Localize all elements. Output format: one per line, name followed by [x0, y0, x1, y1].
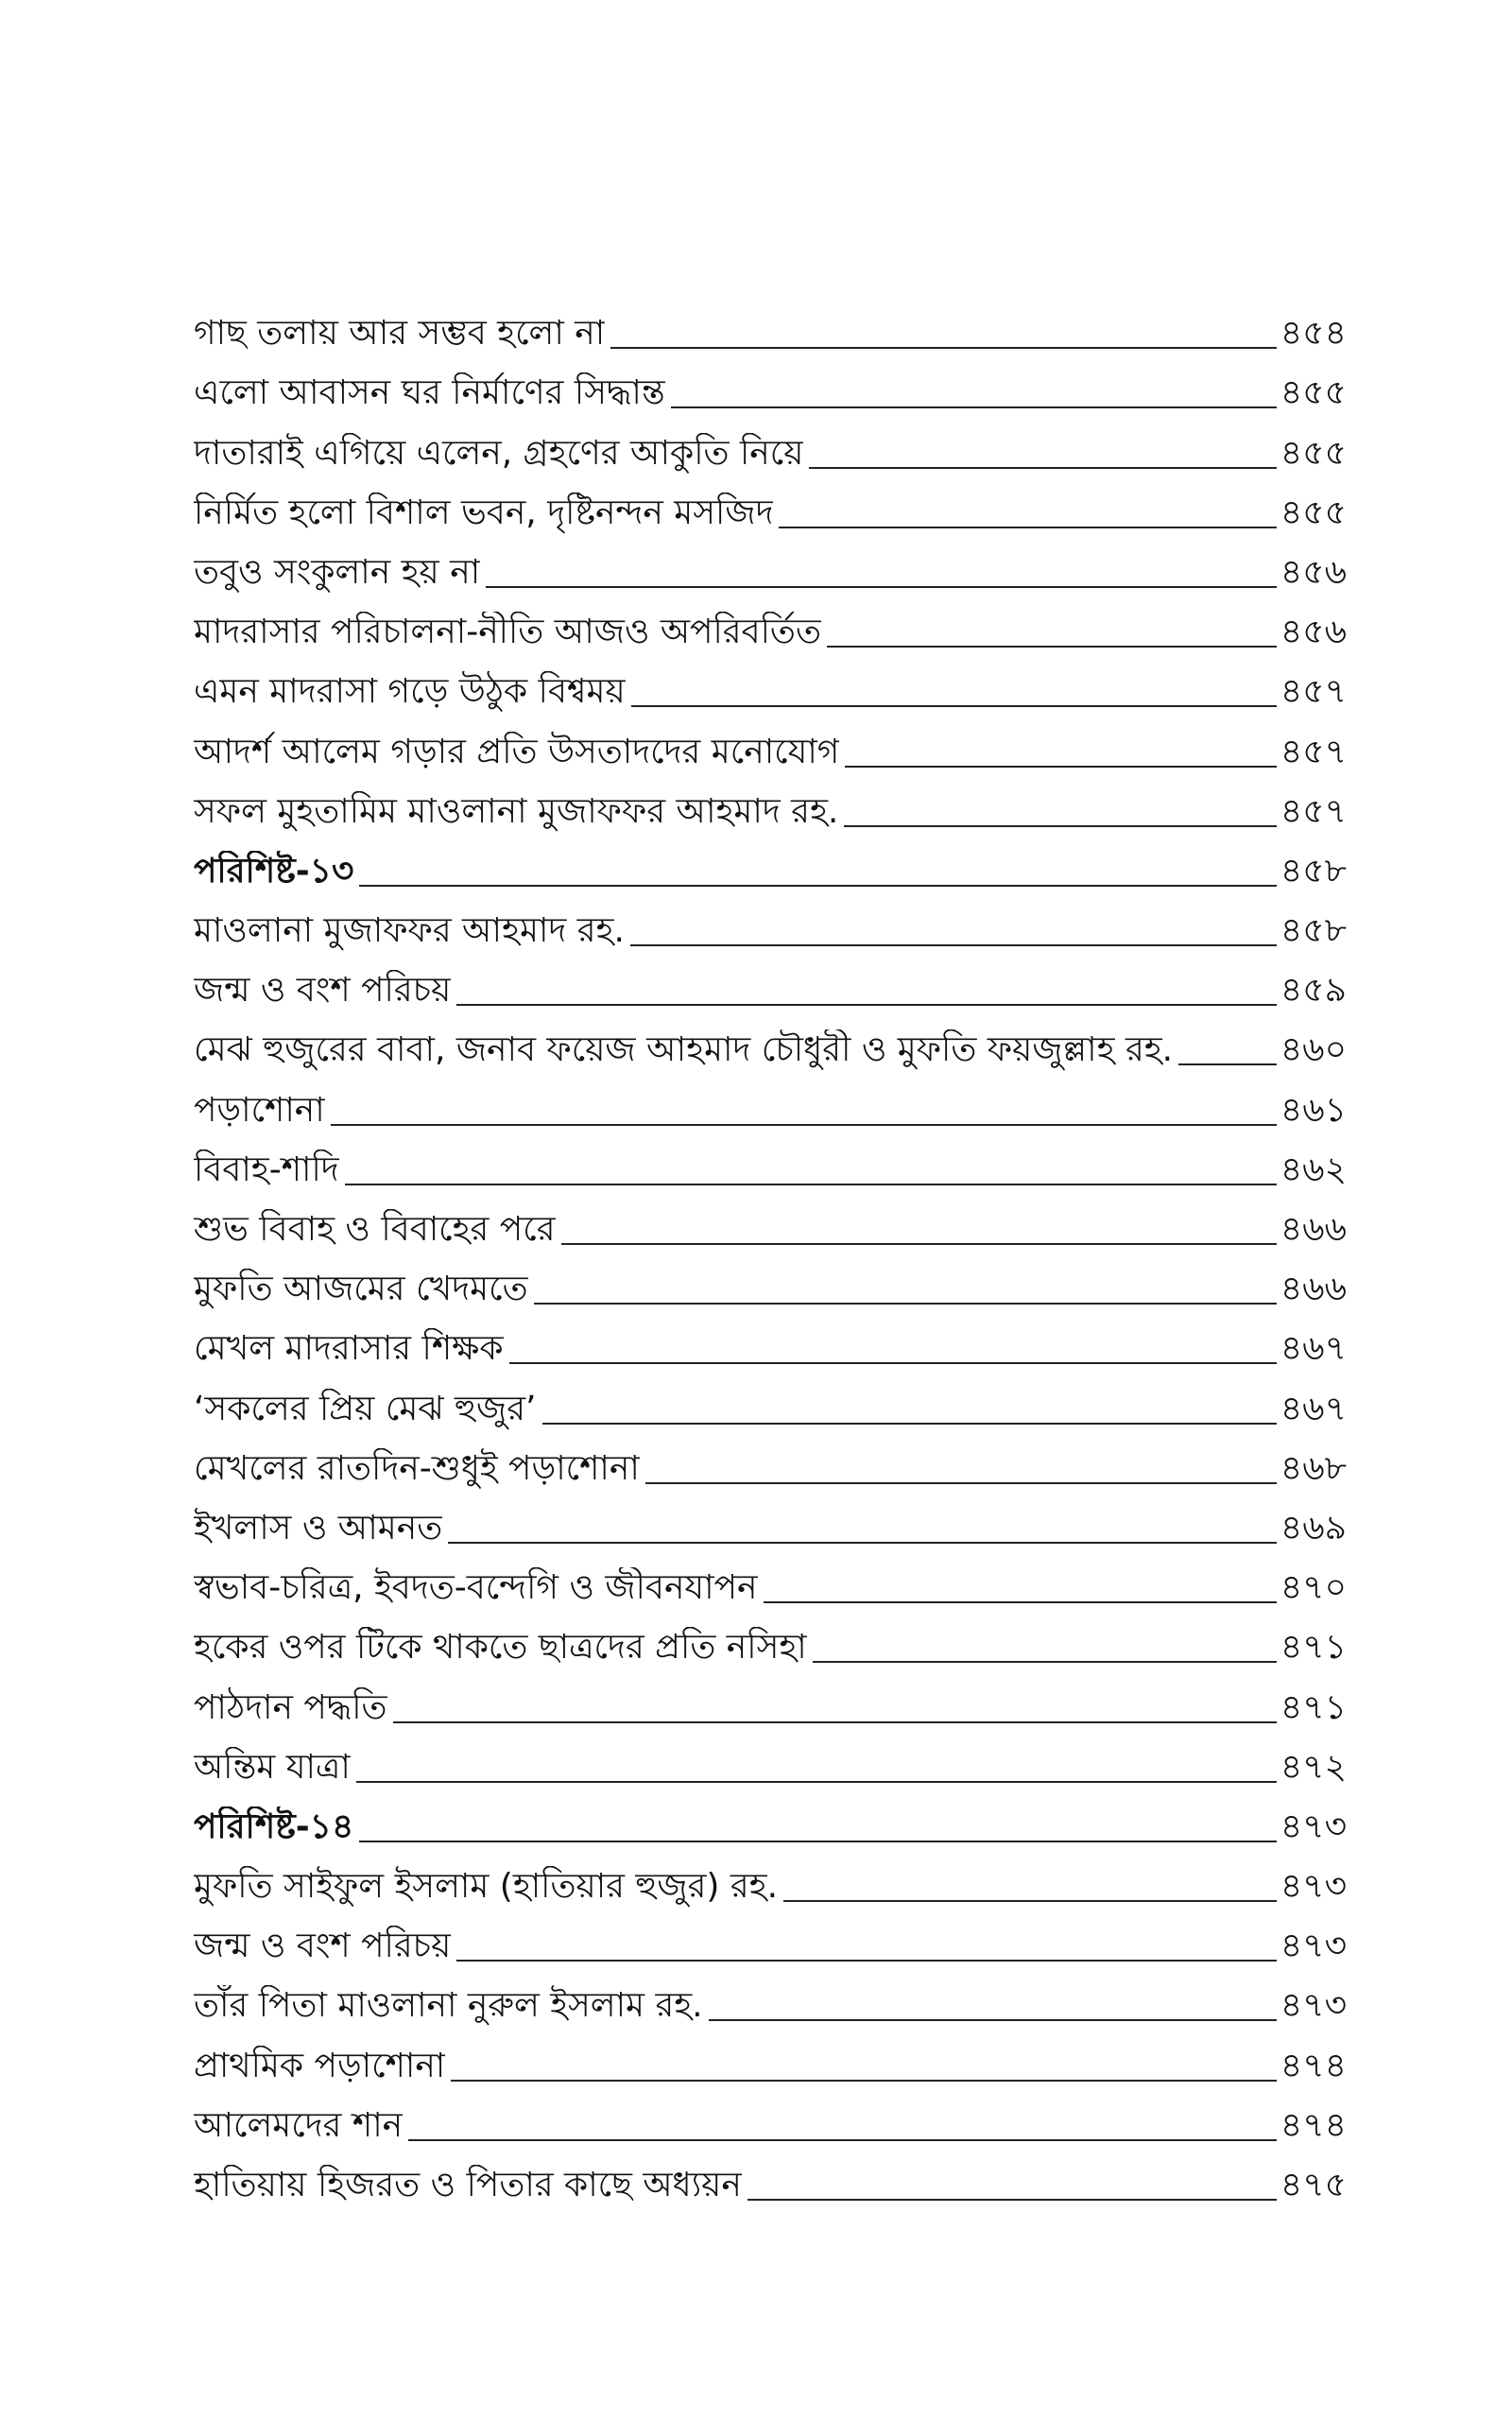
toc-entry-page-number: ৪৭৩ [1280, 1927, 1347, 1966]
toc-entry [194, 2154, 1347, 2214]
toc-entry-page-number: ৪৬৬ [1280, 1270, 1347, 1309]
toc-entry-title: মাদরাসার পরিচালনা-নীতি আজও অপরিবর্তিত [194, 613, 821, 652]
toc-section-heading [194, 1796, 1347, 1856]
toc-entry-page-number: ৪৭৩ [1280, 1806, 1347, 1846]
toc-entry-page-number: ৪৫৬ [1280, 613, 1347, 652]
toc-entry [194, 302, 1347, 362]
toc-entry-page-number: ৪৫৬ [1280, 552, 1347, 592]
toc-leader-line [671, 406, 1277, 408]
toc-entry-title: অন্তিম যাত্রা [194, 1747, 351, 1787]
toc-leader-line [456, 1960, 1277, 1962]
toc-entry-title: স্বভাব-চরিত্র, ইবদত-বন্দেগি ও জীবনযাপন [194, 1568, 758, 1608]
toc-entry-page-number: ৪৫৮ [1280, 851, 1347, 890]
toc-entry-title: গাছ তলায় আর সম্ভব হলো না [194, 314, 606, 354]
toc-entry-title: মেখল মাদরাসার শিক্ষক [194, 1329, 504, 1369]
toc-entry [194, 601, 1347, 661]
toc-entry-title: তবুও সংকুলান হয় না [194, 552, 481, 592]
toc-entry-page-number: ৪৬৬ [1280, 1210, 1347, 1249]
toc-entry [194, 1975, 1347, 2034]
toc-entry [194, 1318, 1347, 1377]
toc-entry [194, 661, 1347, 720]
toc-entry-title: মেখলের রাতদিন-শুধুই পড়াশোনা [194, 1448, 640, 1488]
toc-leader-line [809, 467, 1276, 469]
toc-entry-title: প্রাথমিক পড়াশোনা [194, 2046, 446, 2085]
toc-entry-page-number: ৪৫৭ [1280, 672, 1347, 712]
toc-entry-title: মুফতি সাইফুল ইসলাম (হাতিয়ার হুজুর) রহ. [194, 1867, 779, 1907]
toc-entry [194, 422, 1347, 481]
toc-leader-line [534, 1303, 1277, 1305]
toc-leader-line [630, 944, 1277, 946]
toc-leader-line [631, 705, 1277, 707]
toc-entry-page-number: ৪৬১ [1280, 1090, 1347, 1130]
toc-entry-page-number: ৪৬৮ [1280, 1448, 1347, 1488]
toc-entry-title: আদর্শ আলেম গড়ার প্রতি উসতাদদের মনোযোগ [194, 732, 840, 771]
toc-entry [194, 1856, 1347, 1915]
toc-leader-line [448, 1542, 1277, 1544]
toc-entry-title: হাতিয়ায় হিজরত ও পিতার কাছে অধ্যয়ন [194, 2166, 742, 2204]
toc-entry-title: শুভ বিবাহ ও বিবাহের পরে [194, 1210, 556, 1249]
toc-entry-page-number: ৪৫৪ [1280, 314, 1347, 354]
toc-leader-line [451, 2080, 1277, 2082]
toc-leader-line [845, 766, 1276, 768]
toc-entry-page-number: ৪৬২ [1280, 1150, 1347, 1189]
toc-leader-line [645, 1482, 1277, 1484]
toc-entry-title: মাওলানা মুজাফফর আহমাদ রহ. [194, 911, 625, 951]
toc-leader-line [393, 1721, 1277, 1723]
toc-entry-page-number: ৪৬৭ [1280, 1329, 1347, 1369]
toc-leader-line [456, 1004, 1277, 1006]
toc-entry-page-number: ৪৫৭ [1280, 732, 1347, 771]
toc-entry-page-number: ৪৫৮ [1280, 911, 1347, 951]
toc-entry-title: সফল মুহতামিম মাওলানা মুজাফফর আহমাদ রহ. [194, 791, 839, 831]
toc-entry [194, 1497, 1347, 1557]
toc-entry-title: জন্ম ও বংশ পরিচয় [194, 971, 452, 1011]
toc-leader-line [542, 1423, 1277, 1425]
toc-entry-page-number: ৪৫৫ [1280, 433, 1347, 473]
toc-entry [194, 482, 1347, 542]
toc-leader-line [783, 1900, 1277, 1902]
toc-entry-title: এমন মাদরাসা গড়ে উঠুক বিশ্বময় [194, 672, 626, 712]
toc-entry [194, 1737, 1347, 1796]
toc-entry-title: মেঝ হুজুরের বাবা, জনাব ফয়েজ আহমাদ চৌধুরী ও মুফতি ফয়জুল্লাহ রহ. [194, 1030, 1174, 1070]
toc-leader-line [610, 347, 1277, 349]
toc-entry-title: দাতারাই এগিয়ে এলেন, গ্রহণের আকুতি নিয়ে [194, 433, 804, 473]
toc-entry-title: মুফতি আজমের খেদমতে [194, 1270, 528, 1309]
toc-entry-title: জন্ম ও বংশ পরিচয় [194, 1927, 452, 1966]
toc-entry [194, 720, 1347, 780]
toc-leader-line [486, 586, 1277, 588]
toc-entry-page-number: ৪৫৫ [1280, 373, 1347, 413]
toc-entry-page-number: ৪৭৪ [1280, 2105, 1347, 2145]
toc-entry [194, 959, 1347, 1019]
table-of-contents [194, 302, 1347, 2214]
toc-entry [194, 1557, 1347, 1616]
toc-entry [194, 1019, 1347, 1079]
toc-entry [194, 1915, 1347, 1975]
toc-leader-line [561, 1243, 1277, 1245]
toc-leader-line [709, 2019, 1277, 2021]
toc-entry-page-number: ৪৫৫ [1280, 493, 1347, 532]
toc-entry [194, 1258, 1347, 1318]
toc-entry-page-number: ৪৭১ [1280, 1628, 1347, 1668]
toc-entry [194, 1616, 1347, 1676]
toc-entry-title: আলেমদের শান [194, 2105, 404, 2145]
toc-entry [194, 900, 1347, 959]
toc-leader-line [1178, 1063, 1277, 1065]
toc-leader-line [764, 1601, 1277, 1603]
toc-entry-title: পাঠদান পদ্ধতি [194, 1687, 387, 1727]
toc-entry-title: ‘সকলের প্রিয় মেঝ হুজুর’ [194, 1389, 537, 1428]
toc-leader-line [827, 646, 1277, 648]
toc-leader-line [345, 1184, 1277, 1185]
toc-leader-line [509, 1362, 1277, 1364]
toc-entry-page-number: ৪৭২ [1280, 1747, 1347, 1787]
toc-entry-title: নির্মিত হলো বিশাল ভবন, দৃষ্টিনন্দন মসজিদ [194, 493, 774, 532]
toc-entry-page-number: ৪৫৭ [1280, 791, 1347, 831]
toc-leader-line [779, 527, 1276, 528]
toc-entry [194, 1199, 1347, 1258]
toc-entry [194, 1079, 1347, 1138]
toc-entry-page-number: ৪৬৭ [1280, 1389, 1347, 1428]
toc-entry-title: পড়াশোনা [194, 1090, 325, 1130]
toc-leader-line [359, 1841, 1276, 1842]
toc-entry-title: পরিশিষ্ট-১৩ [194, 851, 354, 890]
toc-entry-page-number: ৪৬০ [1280, 1030, 1347, 1070]
toc-leader-line [813, 1661, 1277, 1663]
toc-entry [194, 1676, 1347, 1736]
toc-entry-page-number: ৪৭৩ [1280, 1986, 1347, 2026]
toc-entry-page-number: ৪৭৫ [1280, 2166, 1347, 2204]
toc-section-heading [194, 840, 1347, 900]
toc-entry [194, 2034, 1347, 2094]
toc-entry-page-number: ৪৭৩ [1280, 1867, 1347, 1907]
toc-entry-title: তাঁর পিতা মাওলানা নুরুল ইসলাম রহ. [194, 1986, 703, 2026]
toc-leader-line [359, 885, 1276, 887]
toc-entry-title: বিবাহ-শাদি [194, 1150, 339, 1189]
toc-leader-line [408, 2139, 1277, 2141]
toc-entry [194, 542, 1347, 601]
toc-entry-page-number: ৪৭৪ [1280, 2046, 1347, 2085]
toc-entry-title: ইখলাস ও আমনত [194, 1508, 443, 1547]
toc-entry-page-number: ৪৭০ [1280, 1568, 1347, 1608]
toc-entry-title: হকের ওপর টিকে থাকতে ছাত্রদের প্রতি নসিহা [194, 1628, 807, 1668]
toc-leader-line [747, 2199, 1277, 2201]
toc-entry-title: এলো আবাসন ঘর নির্মাণের সিদ্ধান্ত [194, 373, 665, 413]
toc-entry [194, 2095, 1347, 2154]
toc-entry-page-number: ৪৭১ [1280, 1687, 1347, 1727]
toc-leader-line [844, 825, 1277, 827]
toc-entry [194, 1438, 1347, 1497]
toc-leader-line [356, 1781, 1277, 1783]
toc-leader-line [331, 1124, 1277, 1126]
toc-entry-title: পরিশিষ্ট-১৪ [194, 1806, 354, 1846]
toc-entry [194, 781, 1347, 840]
toc-entry [194, 1139, 1347, 1199]
toc-entry-page-number: ৪৬৯ [1280, 1508, 1347, 1547]
toc-entry-page-number: ৪৫৯ [1280, 971, 1347, 1011]
toc-entry [194, 362, 1347, 422]
toc-entry [194, 1377, 1347, 1437]
